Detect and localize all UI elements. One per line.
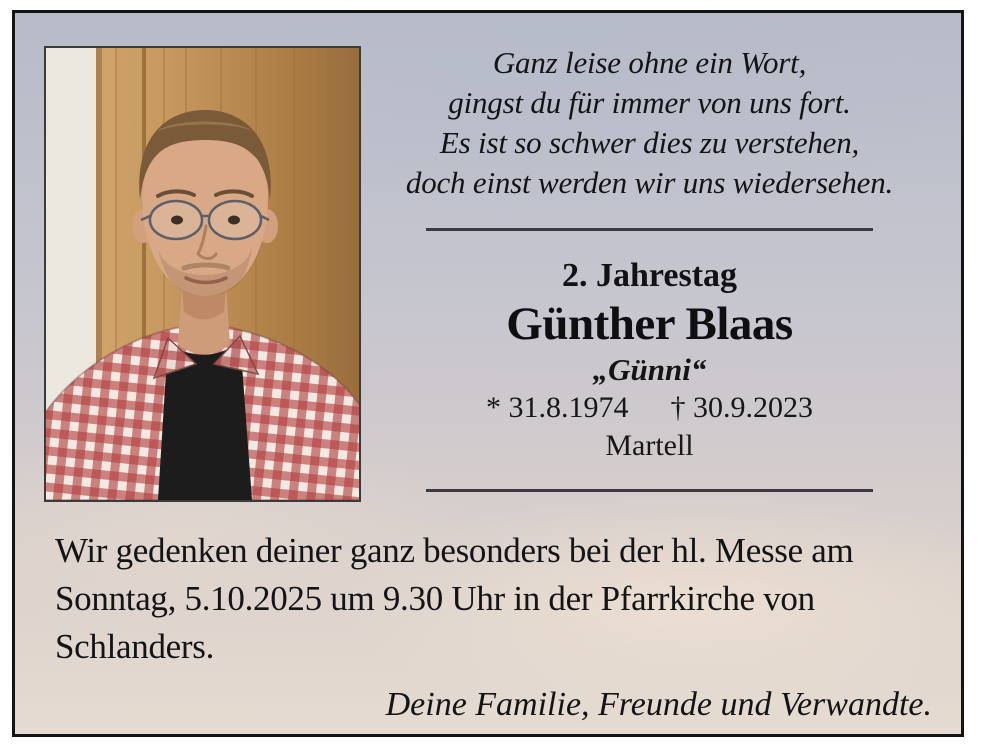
memorial-card [12, 10, 964, 737]
birth-date: * 31.8.1974 [486, 391, 629, 424]
divider-bottom [426, 489, 873, 492]
nickname: „Günni“ [592, 352, 707, 387]
anniversary-label: 2. Jahrestag [561, 257, 738, 294]
announcement-block [55, 527, 932, 727]
closing-signature: Deine Familie, Freunde und Verwandte. [385, 686, 932, 723]
divider-top [426, 228, 873, 231]
poem-line: Es ist so schwer dies zu verstehen, [439, 125, 860, 160]
poem [387, 33, 912, 203]
portrait-photo-graphic [46, 48, 359, 500]
life-dates [387, 389, 912, 427]
portrait-photo [44, 46, 361, 502]
death-date: † 30.9.2023 [670, 391, 813, 424]
announcement-text: Wir gedenken deiner ganz besonders bei der hl. Messe am Sonntag, 5.10.2025 um 9.30 Uhr in der Pfarrkirche von Schlanders. [55, 531, 854, 666]
place-name: Martell [605, 429, 694, 462]
memorial-text-column [387, 33, 912, 492]
poem-line: Ganz leise ohne ein Wort, [492, 45, 807, 80]
poem-line: doch einst werden wir uns wiedersehen. [405, 165, 894, 200]
deceased-name: Günther Blaas [506, 298, 793, 350]
poem-line: gingst du für immer von uns fort. [448, 85, 851, 120]
